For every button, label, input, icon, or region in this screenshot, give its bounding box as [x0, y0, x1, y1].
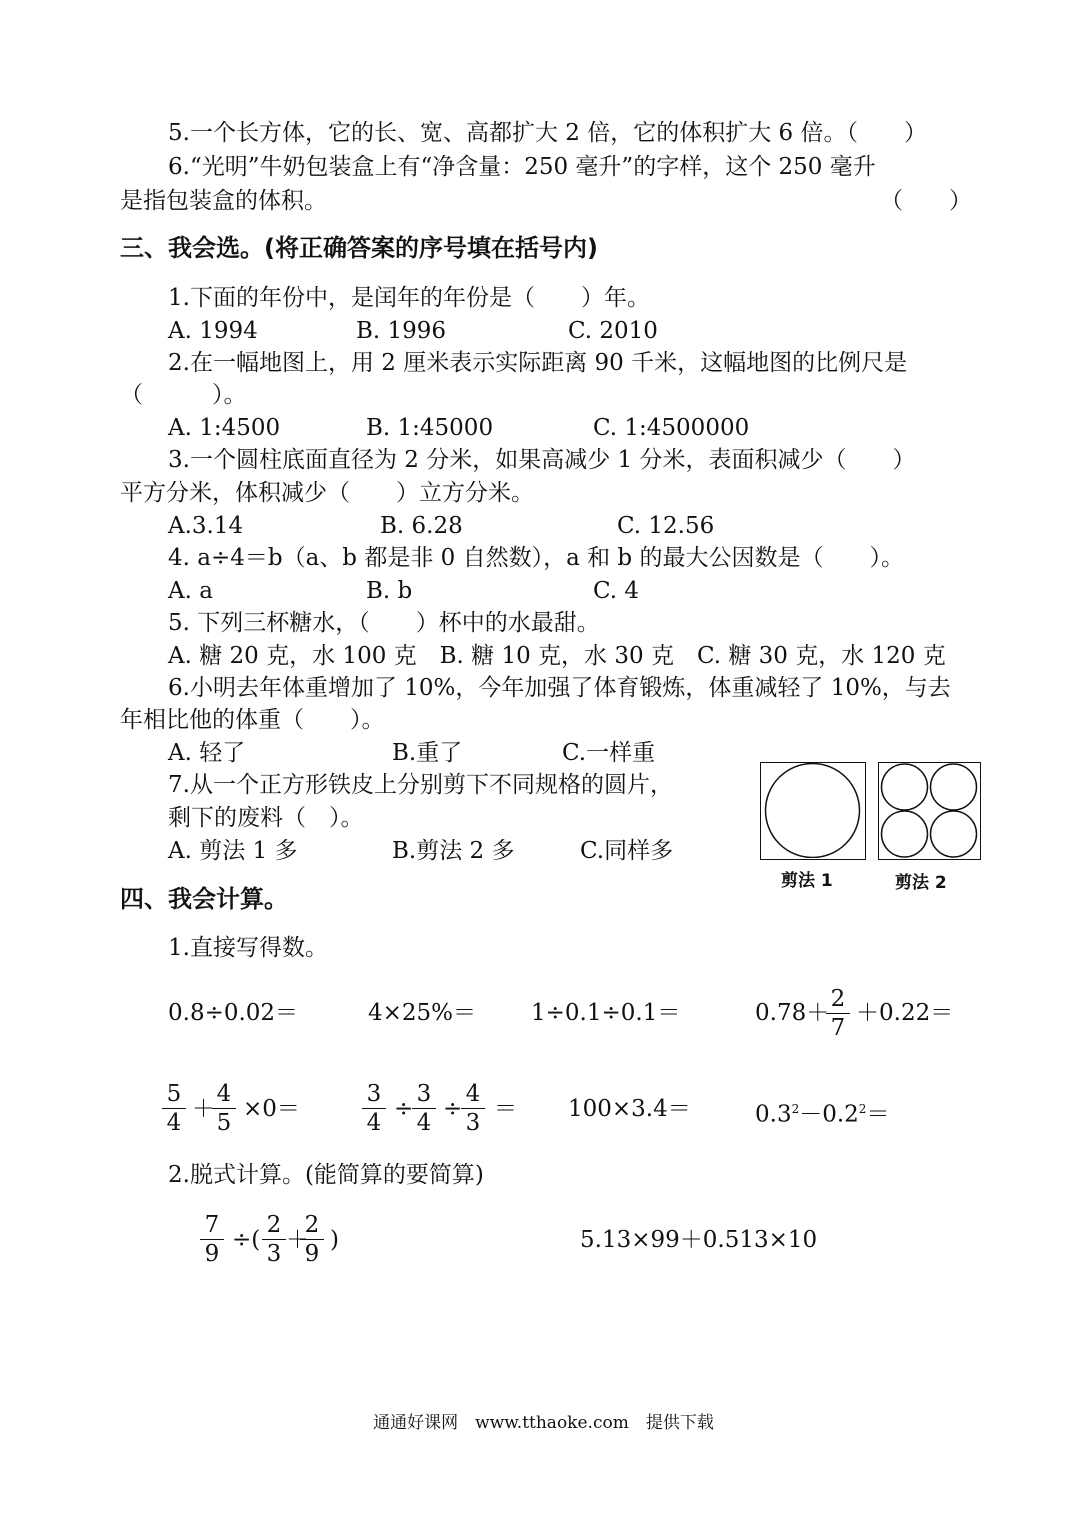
- s3-q5-opts: A. 糖 20 克，水 100 克 B. 糖 10 克，水 30 克 C. 糖 30 克，水 120 克: [168, 643, 946, 669]
- s3-q2-line2: （ ）。: [120, 382, 247, 408]
- s3-q3-opt-a: A.3.14: [168, 513, 244, 539]
- s3-q1-opt-c: C. 2010: [568, 318, 658, 344]
- tf-q6-paren: （ ）: [880, 188, 972, 214]
- fraction-denominator: 5: [216, 1110, 232, 1136]
- fraction-denominator: 4: [166, 1110, 182, 1136]
- fraction-denominator: 4: [366, 1110, 382, 1136]
- calc-r2-e3: 100×3.4＝: [568, 1096, 691, 1122]
- calc-r1-e4-pre: 0.78＋: [755, 1000, 830, 1026]
- s3-q7-line1: 7.从一个正方形铁皮上分别剪下不同规格的圆片，: [168, 772, 673, 798]
- calc-r2-op4: ÷: [443, 1096, 463, 1122]
- calc-r3-op2: ＋: [286, 1227, 309, 1253]
- fraction-numerator: 2: [300, 1213, 324, 1240]
- s3-q3-opt-b: B. 6.28: [380, 513, 463, 539]
- calc-r2-e4-exp1: 2: [791, 1102, 800, 1116]
- s3-q2-opt-a: A. 1:4500: [168, 415, 281, 441]
- calc-r3-frac1: [200, 1213, 224, 1266]
- fraction-numerator: 4: [212, 1082, 236, 1109]
- fraction-numerator: 4: [461, 1082, 485, 1109]
- calc-r1-e4-fraction: [826, 987, 850, 1040]
- calc-r2-e4-base1: 0.3: [755, 1101, 792, 1128]
- s3-q6-opt-c: C.一样重: [562, 740, 656, 766]
- s3-q1: 1.下面的年份中，是闰年的年份是（ ）年。: [168, 285, 650, 311]
- tf-q5: 5.一个长方体，它的长、宽、高都扩大 2 倍，它的体积扩大 6 倍。（ ）: [168, 120, 927, 146]
- calc-r3-frac2: [262, 1213, 286, 1266]
- s3-q4-opt-c: C. 4: [593, 578, 640, 604]
- four-circles-shape: [879, 763, 979, 858]
- calc-r2-e4-eq: ＝: [866, 1101, 890, 1128]
- s3-q6-line1: 6.小明去年体重增加了 10%，今年加强了体育锻炼，体重减轻了 10%，与去: [168, 675, 951, 701]
- s3-q6-line2: 年相比他的体重（ ）。: [120, 707, 385, 733]
- calc-r2-op3: ÷: [394, 1096, 414, 1122]
- calc-r1-e4-post: ＋0.22＝: [856, 1000, 954, 1026]
- fraction-numerator: 3: [362, 1082, 386, 1109]
- fraction-denominator: 4: [416, 1110, 432, 1136]
- calc-r2-op1: ＋: [192, 1096, 215, 1122]
- s3-q4-opt-b: B. b: [366, 578, 413, 604]
- s3-q2-line1: 2.在一幅地图上，用 2 厘米表示实际距离 90 千米，这幅地图的比例尺是: [168, 350, 908, 376]
- section4-heading: 四、我会计算。: [120, 885, 288, 913]
- s3-q3-line1: 3.一个圆柱底面直径为 2 分米，如果高减少 1 分米，表面积减少（ ）: [168, 447, 916, 473]
- cut-method-1-caption: 剪法 1: [781, 871, 833, 891]
- s4-sub2: 2.脱式计算。(能简算的要简算): [168, 1162, 484, 1188]
- calc-r2-frac3: [362, 1082, 386, 1135]
- tf-q6-line1: 6.“光明”牛奶包装盒上有“净含量：250 毫升”的字样，这个 250 毫升: [168, 154, 876, 180]
- calc-r2-op2: ×0＝: [243, 1096, 300, 1122]
- fraction-numerator: 3: [412, 1082, 436, 1109]
- calc-r2-e4-base2: －0.2: [799, 1101, 859, 1128]
- calc-r2-e4-exp2: 2: [858, 1102, 867, 1116]
- s3-q6-opt-b: B.重了: [392, 740, 463, 766]
- calc-r2-frac4: [412, 1082, 436, 1135]
- s3-q1-opt-a: A. 1994: [168, 318, 258, 344]
- s3-q4: 4. a÷4＝b（a、b 都是非 0 自然数），a 和 b 的最大公因数是（ ）。: [168, 545, 904, 571]
- s3-q6-opt-a: A. 轻了: [168, 740, 246, 766]
- calc-r1-e1: 0.8÷0.02＝: [168, 1000, 299, 1026]
- s3-q3-opt-c: C. 12.56: [617, 513, 715, 539]
- fraction-denominator: 3: [266, 1241, 282, 1267]
- s3-q7-opt-c: C.同样多: [580, 838, 674, 864]
- fraction-denominator: 3: [465, 1110, 481, 1136]
- s3-q2-opt-c: C. 1:4500000: [593, 415, 750, 441]
- fraction-denominator: 9: [304, 1241, 320, 1267]
- fraction-numerator: 2: [826, 987, 850, 1014]
- tf-q6-line2: 是指包装盒的体积。: [120, 188, 327, 214]
- cut-method-2-caption: 剪法 2: [895, 873, 947, 893]
- s3-q5: 5. 下列三杯糖水，（ ）杯中的水最甜。: [168, 610, 600, 636]
- calc-r2-e4: [755, 1094, 889, 1130]
- calc-r3-op3: ): [330, 1227, 339, 1253]
- calc-r2-frac5: [461, 1082, 485, 1135]
- s3-q7-opt-a: A. 剪法 1 多: [168, 838, 298, 864]
- page-footer: 通通好课网 www.tthaoke.com 提供下载: [373, 1413, 714, 1433]
- calc-r2-frac1: [162, 1082, 186, 1135]
- s3-q3-line2: 平方分米，体积减少（ ）立方分米。: [120, 480, 534, 506]
- calc-r2-op5: ＝: [494, 1096, 517, 1122]
- s3-q7-line2: 剩下的废料（ ）。: [168, 805, 364, 831]
- s4-sub1: 1.直接写得数。: [168, 935, 328, 961]
- cut-method-1-figure: [760, 762, 866, 860]
- fraction-numerator: 2: [262, 1213, 286, 1240]
- calc-r2-frac2: [212, 1082, 236, 1135]
- s3-q1-opt-b: B. 1996: [356, 318, 447, 344]
- s3-q7-opt-b: B.剪法 2 多: [392, 838, 515, 864]
- fraction-denominator: 7: [830, 1015, 846, 1041]
- fraction-numerator: 7: [200, 1213, 224, 1240]
- single-circle-shape: [761, 763, 864, 858]
- calc-r3-e2: 5.13×99＋0.513×10: [580, 1227, 818, 1253]
- fraction-denominator: 9: [204, 1241, 220, 1267]
- section3-heading: 三、我会选。(将正确答案的序号填在括号内): [120, 234, 598, 262]
- s3-q4-opt-a: A. a: [168, 578, 213, 604]
- calc-r3-frac3: [300, 1213, 324, 1266]
- cut-method-2-figure: [878, 762, 981, 860]
- fraction-numerator: 5: [162, 1082, 186, 1109]
- calc-r1-e3: 1÷0.1÷0.1＝: [531, 1000, 681, 1026]
- calc-r3-op1: ÷(: [232, 1227, 261, 1253]
- calc-r1-e2: 4×25%＝: [368, 1000, 477, 1026]
- s3-q2-opt-b: B. 1:45000: [366, 415, 494, 441]
